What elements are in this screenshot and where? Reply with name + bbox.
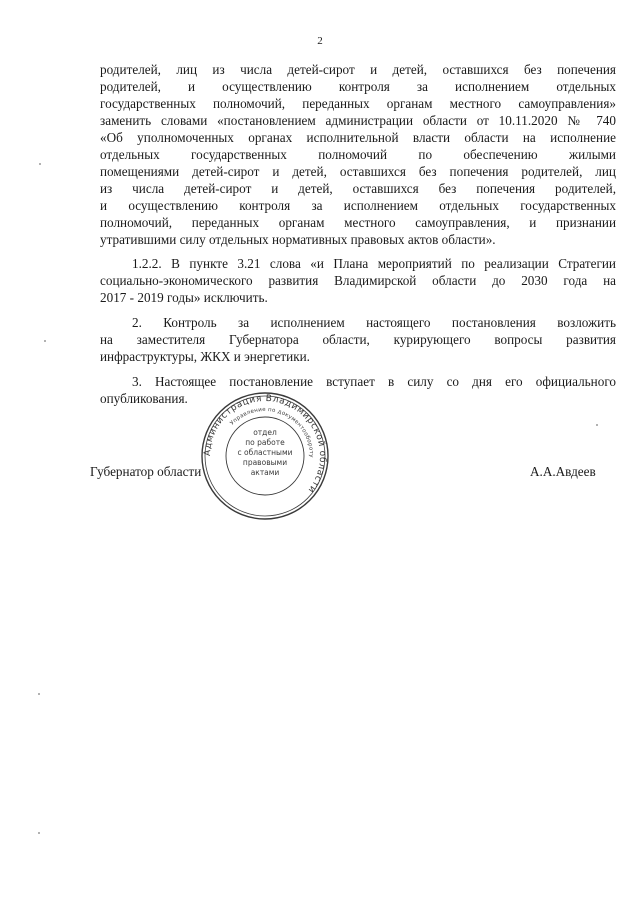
- text-line: утратившими силу отдельных нормативных правовых актов области».: [100, 232, 496, 247]
- stamp-center-line: актами: [250, 468, 280, 477]
- scan-speck: [38, 693, 40, 695]
- text-line: на заместителя Губернатора области, курирующего вопросы развития: [100, 332, 616, 347]
- text-line: отдельных государственных полномочий по обеспечению жилыми: [100, 147, 616, 162]
- text-line: 3. Настоящее постановление вступает в силу со дня его официального: [132, 374, 616, 389]
- text-line: инфраструктуры, ЖКХ и энергетики.: [100, 349, 310, 364]
- text-line: из числа детей-сирот и детей, оставшихся без попечения родителей,: [100, 181, 616, 196]
- stamp-center-line: отдел: [253, 428, 277, 437]
- text-line: социально-экономического развития Владимирской области до 2030 года на: [100, 273, 616, 288]
- scan-speck: [596, 424, 598, 426]
- text-line: государственных полномочий, переданных органам местного самоуправления»: [100, 96, 616, 111]
- text-line: 2017 - 2019 годы» исключить.: [100, 290, 268, 305]
- text-line: 1.2.2. В пункте 3.21 слова «и Плана мероприятий по реализации Стратегии: [132, 256, 616, 271]
- stamp-center-line: по работе: [245, 438, 285, 447]
- text-line: помещениями детей-сирот и детей, оставшихся без попечения родителей, лиц: [100, 164, 616, 179]
- text-line: 2. Контроль за исполнением настоящего постановления возложить: [132, 315, 616, 330]
- text-line: и осуществлению контроля за исполнением отдельных государственных: [100, 198, 616, 213]
- text-line: родителей, и осуществлению контроля за исполнением отдельных: [100, 79, 616, 94]
- text-line: опубликования.: [100, 391, 188, 406]
- stamp-inner-text: Управление по документообороту: [229, 406, 315, 458]
- text-line: родителей, лиц из числа детей-сирот и детей, оставшихся без попечения: [100, 62, 616, 77]
- text-line: заменить словами «постановлением администрации области от 10.11.2020 № 740: [100, 113, 616, 128]
- stamp-center-line: с областными: [237, 448, 293, 457]
- stamp-center-line: правовыми: [242, 458, 288, 467]
- signature-name: А.А.Авдеев: [530, 464, 596, 479]
- text-line: полномочий, переданных органам местного самоуправления, и признании: [100, 215, 616, 230]
- official-stamp: [200, 390, 330, 522]
- scan-speck: [39, 163, 41, 165]
- signature-title: Губернатор области: [90, 464, 202, 479]
- scan-speck: [38, 832, 40, 834]
- scan-speck: [44, 340, 46, 342]
- text-line: «Об уполномоченных органах исполнительной власти области на исполнение: [100, 130, 616, 145]
- page-number: 2: [317, 35, 323, 47]
- stamp-outer-text: Администрация Владимирской области: [202, 393, 328, 495]
